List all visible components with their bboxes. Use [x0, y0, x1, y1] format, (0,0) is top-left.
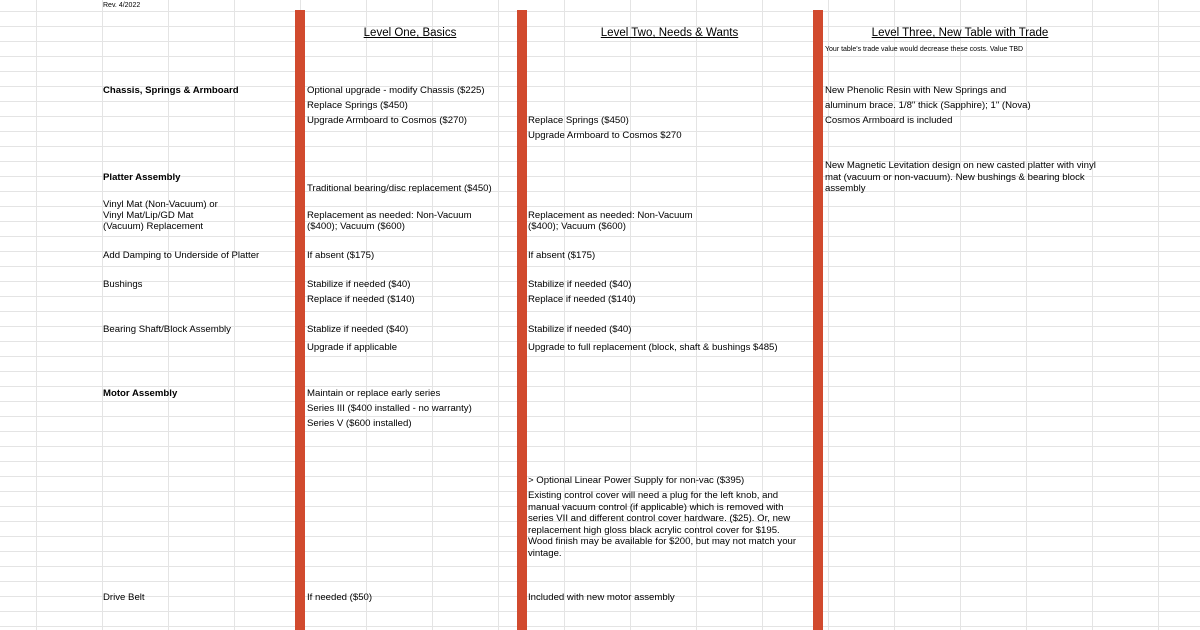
cell-l2-vinyl-mat-1: Replacement as needed: Non-Vacuum — [528, 210, 693, 221]
column-divider-level-two — [517, 10, 527, 630]
row-label-drive-belt: Drive Belt — [103, 592, 145, 603]
row-label-motor: Motor Assembly — [103, 388, 178, 399]
cell-l1-bushings-2: Replace if needed ($140) — [307, 294, 415, 305]
header-level-two: Level Two, Needs & Wants — [600, 27, 739, 39]
cell-l1-vinyl-mat-1: Replacement as needed: Non-Vacuum — [307, 210, 472, 221]
header-level-one: Level One, Basics — [363, 27, 457, 39]
cell-l1-motor-3: Series V ($600 installed) — [307, 418, 412, 429]
cell-l2-bushings-2: Replace if needed ($140) — [528, 294, 636, 305]
cell-l2-drive-belt: Included with new motor assembly — [528, 592, 675, 603]
cell-l3-chassis-2: aluminum brace. 1/8" thick (Sapphire); 1" (Nova) — [825, 100, 1031, 111]
cell-l2-bearing-2: Upgrade to full replacement (block, shaft & bushings $485) — [528, 342, 778, 353]
row-label-vinyl-mat-3: (Vacuum) Replacement — [103, 221, 204, 232]
cell-l1-motor-2: Series III ($400 installed - no warranty) — [307, 403, 472, 414]
cell-l1-chassis-1: Optional upgrade - modify Chassis ($225) — [307, 85, 485, 96]
row-label-bushings: Bushings — [103, 279, 143, 290]
cell-l1-damping: If absent ($175) — [307, 250, 375, 261]
cell-l2-motor-1: > Optional Linear Power Supply for non-vac ($395) — [528, 475, 745, 486]
cell-l2-bearing-1: Stabilize if needed ($40) — [528, 324, 632, 335]
column-divider-level-three — [813, 10, 823, 630]
row-label-platter: Platter Assembly — [103, 172, 181, 183]
level-three-note: Your table's trade value would decrease these costs. Value TBD — [825, 46, 1024, 53]
cell-l3-chassis-1: New Phenolic Resin with New Springs and — [825, 85, 1007, 96]
row-label-damping: Add Damping to Underside of Platter — [103, 250, 260, 261]
cell-l2-chassis-2: Upgrade Armboard to Cosmos $270 — [528, 130, 682, 141]
row-label-vinyl-mat-1: Vinyl Mat (Non-Vacuum) or — [103, 199, 218, 210]
row-label-vinyl-mat-2: Vinyl Mat/Lip/GD Mat — [103, 210, 194, 221]
cell-l1-drive-belt: If needed ($50) — [307, 592, 373, 603]
cell-l1-motor-1: Maintain or replace early series — [307, 388, 441, 399]
cell-l2-vinyl-mat-2: ($400); Vacuum ($600) — [528, 221, 626, 232]
cell-l2-chassis-1: Replace Springs ($450) — [528, 115, 629, 126]
cell-l1-platter: Traditional bearing/disc replacement ($450) — [307, 183, 492, 194]
cell-l1-bushings-1: Stabilize if needed ($40) — [307, 279, 411, 290]
cell-l1-chassis-3: Upgrade Armboard to Cosmos ($270) — [307, 115, 467, 126]
row-label-chassis: Chassis, Springs & Armboard — [103, 85, 239, 96]
cell-l2-bushings-1: Stabilize if needed ($40) — [528, 279, 632, 290]
column-divider-level-one — [295, 10, 305, 630]
cell-l3-chassis-3: Cosmos Armboard is included — [825, 115, 953, 126]
header-level-three: Level Three, New Table with Trade — [871, 27, 1049, 39]
cell-l2-damping: If absent ($175) — [528, 250, 596, 261]
revision-label: Rev. 4/2022 — [103, 2, 141, 9]
cell-l1-bearing-1: Stablize if needed ($40) — [307, 324, 409, 335]
cell-l1-bearing-2: Upgrade if applicable — [307, 342, 398, 353]
cell-l1-vinyl-mat-2: ($400); Vacuum ($600) — [307, 221, 405, 232]
cell-l1-chassis-2: Replace Springs ($450) — [307, 100, 408, 111]
cell-l2-motor-2: Existing control cover will need a plug for the left knob, and manual vacuum control (if applicable) which is removed with series VII and different control cover hardware. ($25). Or, new replacement high gloss black acrylic control cover for $195. Wood finish may be available for $200, but may not match your vintage. — [528, 490, 797, 559]
cell-l3-platter: New Magnetic Levitation design on new casted platter with vinyl mat (vacuum or non-vacuum). New bushings & bearing block assembly — [825, 160, 1096, 194]
row-label-bearing: Bearing Shaft/Block Assembly — [103, 324, 231, 335]
